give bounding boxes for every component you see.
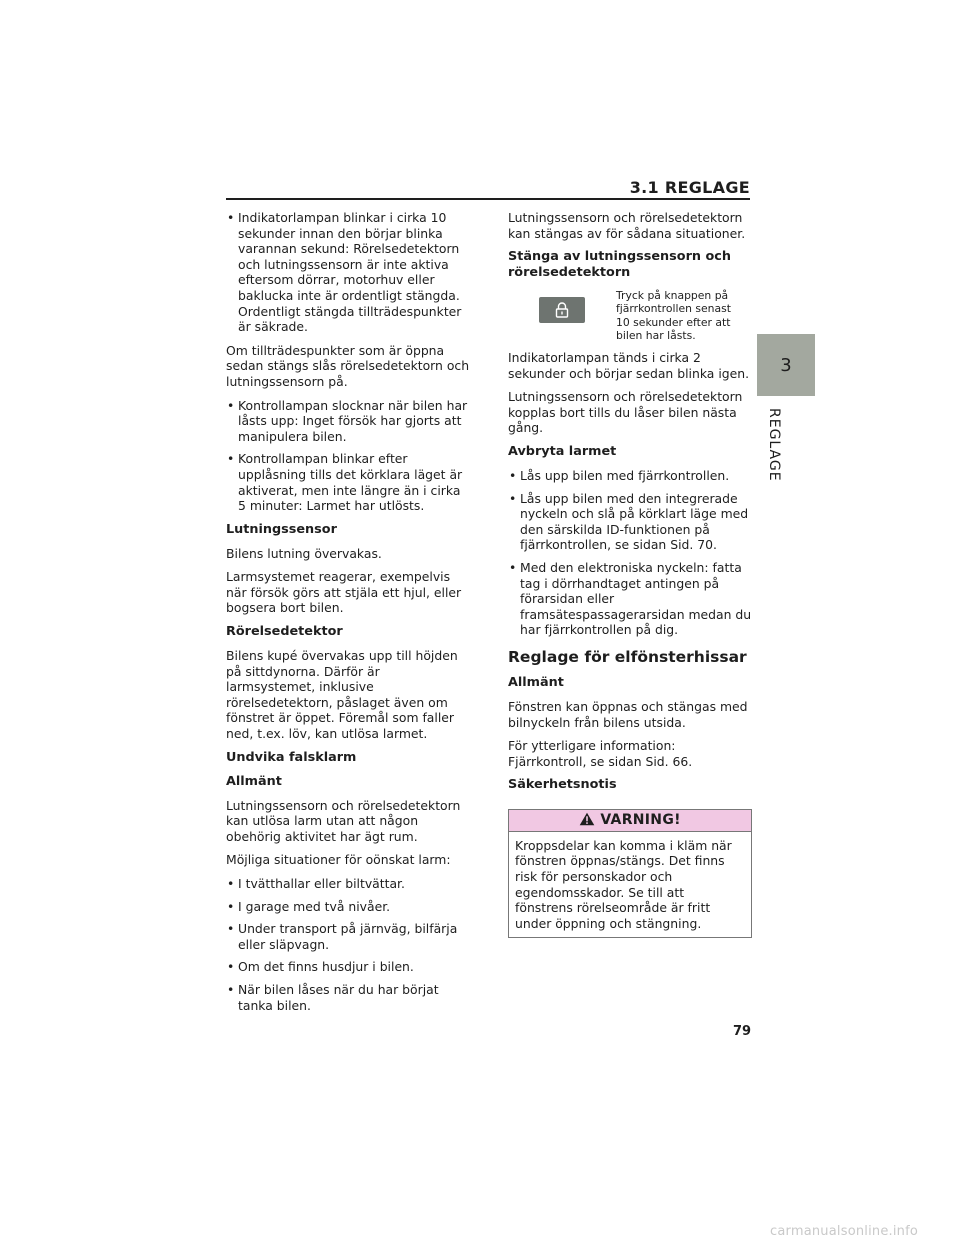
warning-header (509, 810, 751, 832)
heading-power-windows: Reglage för elfönsterhissar (508, 647, 747, 666)
right-column (508, 210, 752, 938)
paragraph: Lutningssensorn och rörelsedetektorn kan utlösa larm utan att någon obehörig aktivitet har ägt rum. (226, 797, 461, 844)
paragraph: Lutningssensorn och rörelsedetektorn kan stängas av för sådana situationer. (508, 210, 746, 241)
paragraph: Möjliga situationer för oönskat larm: (226, 852, 451, 868)
heading-safety-notice: Säkerhetsnotis (508, 777, 617, 793)
lock-instruction (508, 289, 752, 342)
list-item: • Med den elektroniska nyckeln: fatta tag i dörrhandtaget antingen på förarsidan eller framsätespassagerarsidan medan du har fjärrkontrollen på dig. (508, 560, 752, 638)
list-item: • Om det finns husdjur i bilen. (226, 959, 470, 975)
left-column (226, 210, 470, 1021)
list-item: • Indikatorlampan blinkar i cirka 10 sekunder innan den börjar blinka varannan sekund: Rörelsedetektorn och lutningssensorn är inte aktiva eftersom dörrar, motorhuv eller baklucka inte är ordentligt stängda. Ordentligt stängda tillträdespunkter är säkrade. (226, 210, 470, 335)
control-lamp-list (226, 398, 470, 514)
list-item: • Lås upp bilen med fjärrkontrollen. (508, 468, 752, 484)
heading-disable-sensors: Stänga av lutningssensorn och rörelsedetektorn (508, 249, 731, 281)
paragraph: För ytterligare information: Fjärrkontroll, se sidan Sid. 66. (508, 738, 693, 769)
section-title: 3.1 REGLAGE (629, 178, 750, 197)
heading-avoid-false-alarm: Undvika falsklarm (226, 749, 357, 765)
warning-icon (579, 812, 595, 826)
header-divider (226, 198, 750, 200)
list-item: • I garage med två nivåer. (226, 899, 470, 915)
watermark: carmanualsonline.info (770, 1224, 919, 1239)
paragraph: Larmsystemet reagerar, exempelvis när försök görs att stjäla ett hjul, eller bogsera bort bilen. (226, 569, 462, 616)
paragraph: Om tillträdespunkter som är öppna sedan stängs slås rörelsedetektorn och lutningssensorn på. (226, 342, 470, 389)
warning-text: Kroppsdelar kan komma i kläm när fönstren öppnas/stängs. Det finns risk för personskador och egendomsskador. Se till att fönstrens rörelseområde är fritt under öppning och stängning. (515, 837, 732, 931)
paragraph: Indikatorlampan tänds i cirka 2 sekunder och börjar sedan blinka igen. (508, 350, 750, 381)
paragraph: Bilens kupé övervakas upp till höjden på sittdynorna. Därför är larmsystemet, inklusive rörelsedetektorn, påslaget även om fönstret är öppet. Föremål som faller ned, t.ex. löv, kan utlösa larmet. (226, 648, 458, 742)
situation-list (226, 876, 470, 1013)
list-item: • I tvätthallar eller biltvättar. (226, 876, 470, 892)
list-item: • Kontrollampan blinkar efter upplåsning tills det körklara läget är aktiverat, men inte längre än i cirka 5 minuter: Larmet har utlösts. (226, 451, 470, 513)
heading-cancel-alarm: Avbryta larmet (508, 443, 617, 459)
lock-instruction-text: Tryck på knappen på fjärrkontrollen senast 10 sekunder efter att bilen har låsts. (616, 289, 731, 342)
list-item: • Kontrollampan slocknar när bilen har låsts upp: Inget försök har gjorts att manipulera bilen. (226, 398, 470, 445)
list-item: • När bilen låses när du har börjat tanka bilen. (226, 982, 470, 1013)
chapter-label: REGLAGE (766, 408, 782, 482)
chapter-number: 3 (780, 354, 792, 376)
chapter-tab (757, 334, 815, 396)
lock-icon (539, 297, 585, 323)
paragraph: Lutningssensorn och rörelsedetektorn kopplas bort tills du låser bilen nästa gång. (508, 389, 743, 436)
warning-title: VARNING! (600, 812, 681, 829)
list-item: • Lås upp bilen med den integrerade nyckeln och slå på körklart läge med den särskilda ID-funktionen på fjärrkontrollen, se sidan Sid. 70. (508, 491, 752, 553)
page-header (226, 178, 750, 200)
lock-glyph (555, 302, 569, 318)
heading-motion-detector: Rörelsedetektor (226, 624, 343, 640)
paragraph: Fönstren kan öppnas och stängas med bilnyckeln från bilens utsida. (508, 698, 748, 730)
indicator-list (226, 210, 470, 335)
cancel-alarm-list (508, 468, 752, 638)
heading-general: Allmänt (226, 773, 282, 789)
heading-general: Allmänt (508, 674, 564, 690)
warning-box (508, 809, 752, 938)
page-number: 79 (733, 1024, 752, 1039)
paragraph: Bilens lutning övervakas. (226, 545, 382, 561)
heading-tilt-sensor: Lutningssensor (226, 521, 337, 537)
list-item: • Under transport på järnväg, bilfärja eller släpvagn. (226, 921, 470, 952)
